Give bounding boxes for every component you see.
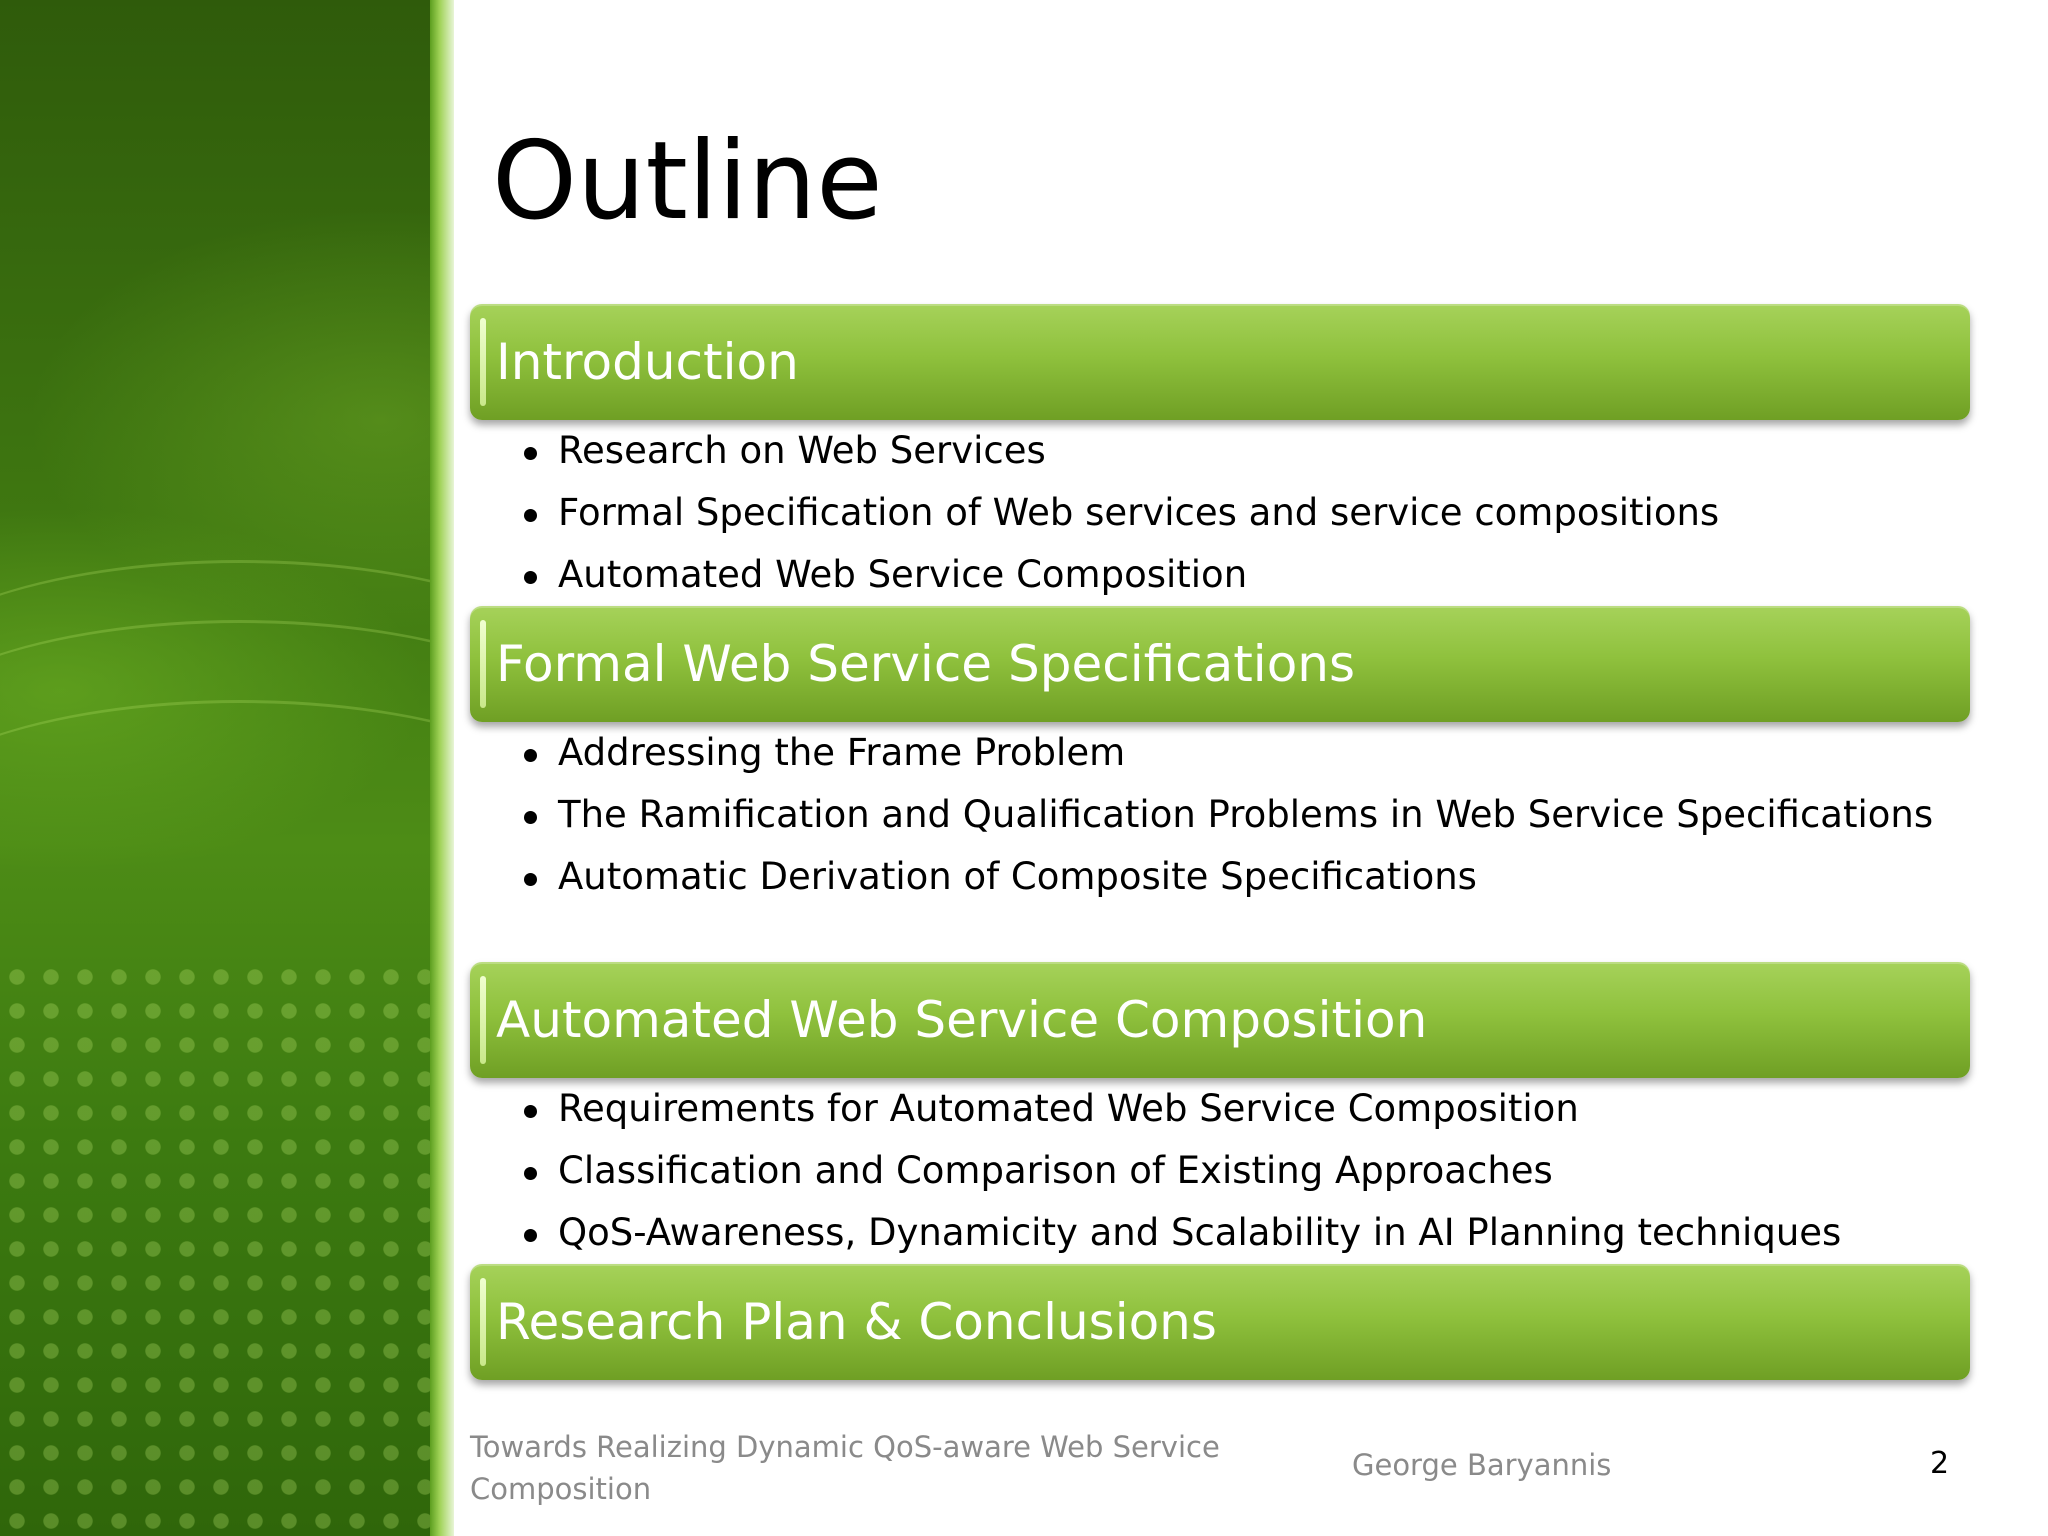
bullet-item: Classification and Comparison of Existing Approaches bbox=[520, 1146, 1960, 1196]
section-bar-introduction bbox=[470, 304, 1970, 420]
page-number: 2 bbox=[1930, 1446, 1950, 1481]
bullet-list-formal-specifications bbox=[520, 728, 1960, 914]
bullet-item: Automated Web Service Composition bbox=[520, 550, 1960, 600]
section-bar-automated-composition bbox=[470, 962, 1970, 1078]
section-heading: Formal Web Service Specifications bbox=[496, 635, 1356, 693]
bullet-item: Formal Specification of Web services and service compositions bbox=[520, 488, 1960, 538]
decorative-side-panel bbox=[0, 0, 430, 1536]
section-heading: Automated Web Service Composition bbox=[496, 991, 1428, 1049]
section-bar-research-plan bbox=[470, 1264, 1970, 1380]
bullet-item: The Ramification and Qualification Problems in Web Service Specifications bbox=[520, 790, 1960, 840]
footer-presentation-title: Towards Realizing Dynamic QoS-aware Web Service Composition bbox=[470, 1430, 1220, 1506]
section-bar-formal-specifications bbox=[470, 606, 1970, 722]
bullet-item: Requirements for Automated Web Service Composition bbox=[520, 1084, 1960, 1134]
panel-edge-highlight bbox=[430, 0, 454, 1536]
bullet-item: QoS-Awareness, Dynamicity and Scalability in AI Planning techniques bbox=[520, 1208, 1960, 1258]
bullet-list-introduction bbox=[520, 426, 1960, 612]
section-heading: Research Plan & Conclusions bbox=[496, 1293, 1217, 1351]
bullet-item: Addressing the Frame Problem bbox=[520, 728, 1960, 778]
bullet-item: Automatic Derivation of Composite Specifications bbox=[520, 852, 1960, 902]
bullet-list-automated-composition bbox=[520, 1084, 1960, 1270]
decorative-dot-grid bbox=[0, 960, 430, 1536]
section-heading: Introduction bbox=[496, 333, 799, 391]
footer-author: George Baryannis bbox=[1352, 1448, 1612, 1482]
decorative-wave bbox=[0, 700, 430, 963]
slide-title: Outline bbox=[492, 119, 883, 244]
bullet-item: Research on Web Services bbox=[520, 426, 1960, 476]
